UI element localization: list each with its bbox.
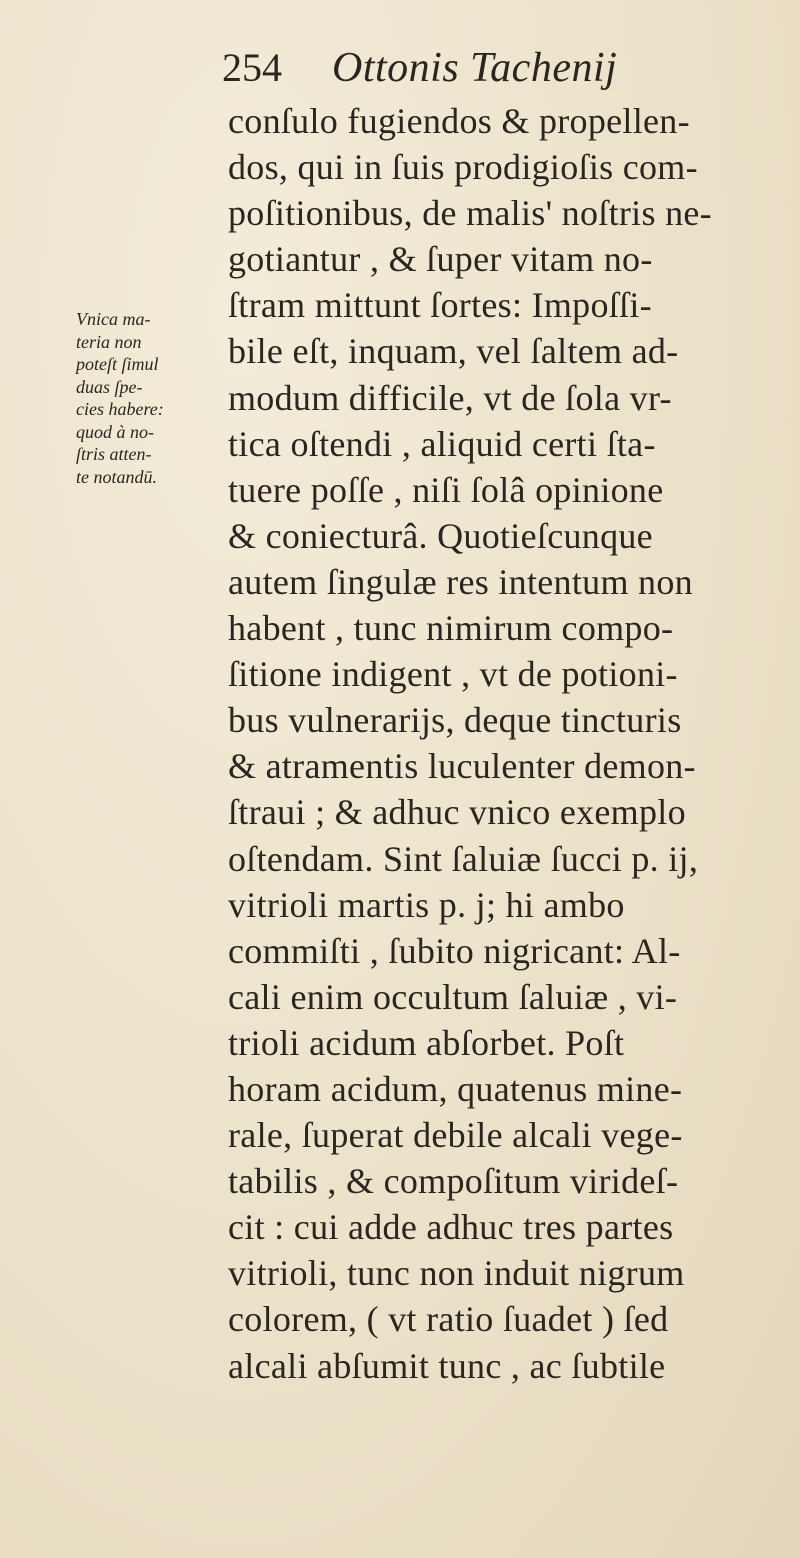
- text-line: tuere poſſe , niſi ſolâ opinione: [228, 469, 664, 510]
- text-line: dos, qui in ſuis prodigioſis com-: [228, 147, 698, 188]
- text-line: tabilis , & compoſitum virideſ-: [228, 1161, 679, 1202]
- text-line: modum difficile, vt de ſola vr-: [228, 377, 672, 418]
- text-line: habent , tunc nimirum compo-: [228, 608, 674, 649]
- text-line: horam acidum, quatenus mine-: [228, 1068, 683, 1109]
- text-line: ſitione indigent , vt de potioni-: [228, 654, 678, 695]
- text-line: bus vulnerarijs, deque tincturis: [228, 700, 682, 741]
- text-line: vitrioli, tunc non induit nigrum: [228, 1253, 685, 1294]
- text-line: cit : cui adde adhuc tres partes: [228, 1207, 674, 1248]
- page-number: 254: [222, 45, 282, 90]
- text-line: & coniecturâ. Quotieſcunque: [228, 515, 653, 556]
- text-line: cali enim occultum ſaluiæ , vi-: [228, 976, 678, 1017]
- marginal-note-line: poteſt ſimul: [76, 354, 159, 374]
- running-title: Ottonis Tachenij: [332, 45, 618, 91]
- page-header: [222, 40, 742, 96]
- text-line: poſitionibus, de malis' noſtris ne-: [228, 193, 712, 234]
- text-line: trioli acidum abſorbet. Poſt: [228, 1022, 625, 1063]
- text-line: alcali abſumit tunc , ac ſubtile: [228, 1345, 666, 1386]
- text-line: tica oſtendi , aliquid certi ſta-: [228, 423, 656, 464]
- text-line: commiſti , ſubito nigricant: Al-: [228, 930, 681, 971]
- text-line: & atramentis luculenter demon-: [228, 746, 696, 787]
- marginal-note-line: te notandū.: [76, 466, 157, 487]
- marginal-note-line: teria non: [76, 331, 142, 352]
- text-line: gotiantur , & ſuper vitam no-: [228, 239, 653, 280]
- body-text: [228, 98, 798, 1389]
- marginal-note-line: ſtris atten-: [76, 444, 152, 464]
- text-line: ſtram mittunt ſortes: Impoſſi-: [228, 285, 652, 326]
- marginal-note-line: Vnica ma-: [76, 309, 151, 329]
- text-line: oſtendam. Sint ſaluiæ ſucci p. ij,: [228, 838, 699, 879]
- marginal-note: [76, 308, 226, 488]
- text-line: autem ſingulæ res intentum non: [228, 561, 693, 602]
- text-line: colorem, ( vt ratio ſuadet ) ſed: [228, 1299, 669, 1340]
- text-line: vitrioli martis p. j; hi ambo: [228, 884, 625, 925]
- text-line: conſulo fugiendos & propellen-: [228, 101, 690, 141]
- marginal-note-line: cies habere:: [76, 399, 164, 419]
- marginal-note-line: quod à no-: [76, 421, 154, 442]
- text-line: rale, ſuperat debile alcali vege-: [228, 1115, 683, 1156]
- text-line: ſtraui ; & adhuc vnico exemplo: [228, 792, 686, 833]
- text-line: bile eſt, inquam, vel ſaltem ad-: [228, 331, 679, 372]
- marginal-note-line: duas ſpe-: [76, 376, 143, 397]
